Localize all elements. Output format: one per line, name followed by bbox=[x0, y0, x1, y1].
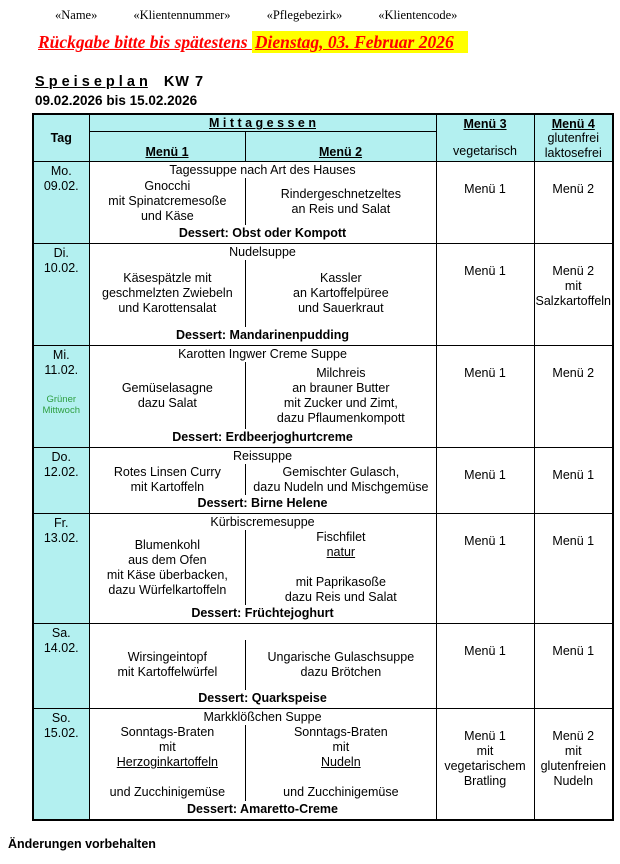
menu-table-body bbox=[33, 162, 613, 820]
table-row bbox=[33, 244, 613, 346]
soup-text: Kürbiscremesuppe bbox=[210, 515, 315, 529]
meals-cell bbox=[89, 709, 436, 820]
menu1-text: Rotes Linsen Curry mit Kartoffeln bbox=[113, 464, 221, 494]
col-header-mittagessen: M i t t a g e s s e n bbox=[89, 114, 436, 132]
day-cell bbox=[33, 709, 89, 820]
menu2-text: Milchreis an brauner Butter mit Zucker und Zimt, dazu Pflaumenkompott bbox=[245, 362, 435, 429]
merge-fields-line bbox=[55, 8, 620, 23]
merge-field-klientennummer: «Klientennummer» bbox=[133, 8, 231, 22]
col-header-menu4-label: Menü 4 bbox=[551, 117, 595, 131]
menu3-cell: Menü 1 bbox=[436, 162, 534, 244]
menu3-cell: Menü 1 bbox=[436, 624, 534, 709]
col-header-menu4 bbox=[534, 114, 613, 162]
menu2-text: Kassler an Kartoffelpüree und Sauerkraut bbox=[245, 260, 435, 327]
menu-table-header bbox=[33, 114, 613, 162]
menu1-text: Wirsingeintopf mit Kartoffelwürfel bbox=[117, 650, 218, 679]
meals-cell bbox=[89, 162, 436, 244]
menu2-text: Sonntags-Braten mit Nudeln und Zucchinigemüse bbox=[245, 725, 435, 801]
meals-cell bbox=[89, 514, 436, 624]
menu2-text: Fischfilet natur mit Paprikasoße dazu Reis und Salat bbox=[245, 530, 435, 605]
page-title: S p e i s e p l a n bbox=[35, 74, 148, 90]
merge-field-name: «Name» bbox=[55, 8, 98, 22]
dessert-text: Dessert: Obst oder Kompott bbox=[178, 226, 347, 240]
menu4-cell: Menü 2 bbox=[534, 346, 613, 448]
table-row bbox=[33, 624, 613, 709]
col-header-menu4-sub1: glutenfrei bbox=[547, 131, 599, 145]
col-header-menu2: Menü 2 bbox=[245, 132, 436, 162]
date-range: 09.02.2026 bis 15.02.2026 bbox=[35, 93, 198, 108]
meals-cell bbox=[89, 346, 436, 448]
day-cell bbox=[33, 244, 89, 346]
menu1-text: Gnocchi mit Spinatcremesoße und Käse bbox=[108, 179, 227, 223]
menu1-text: Käsespätzle mit geschmelzten Zwiebeln und Karottensalat bbox=[102, 271, 233, 315]
col-header-menu1: Menü 1 bbox=[89, 132, 245, 162]
menu2-text: Gemischter Gulasch, dazu Nudeln und Mischgemüse bbox=[245, 464, 435, 495]
menu-table bbox=[32, 113, 614, 821]
day-label: Fr. bbox=[53, 516, 69, 530]
menu4-cell: Menü 2 mit glutenfreien Nudeln bbox=[534, 709, 613, 820]
soup-text: Karotten Ingwer Creme Suppe bbox=[178, 347, 347, 361]
day-date: 15.02. bbox=[43, 726, 79, 740]
day-date: 11.02. bbox=[44, 363, 79, 377]
return-notice-text: Rückgabe bitte bis spätestens bbox=[38, 32, 252, 52]
menu4-cell: Menü 1 bbox=[534, 624, 613, 709]
dessert-text: Dessert: Amaretto-Creme bbox=[187, 801, 338, 816]
meals-cell bbox=[89, 244, 436, 346]
meals-cell bbox=[89, 624, 436, 709]
col-header-menu3-label: Menü 3 bbox=[463, 117, 507, 131]
return-notice-deadline: Dienstag, 03. Februar 2026 bbox=[252, 31, 468, 53]
merge-field-klientencode: «Klientencode» bbox=[378, 8, 458, 22]
table-row bbox=[33, 162, 613, 244]
dessert-text: Dessert: Erdbeerjoghurtcreme bbox=[172, 430, 353, 444]
day-label: Do. bbox=[51, 450, 71, 464]
menu3-cell: Menü 1 bbox=[436, 346, 534, 448]
day-label: Sa. bbox=[51, 626, 71, 640]
table-row bbox=[33, 709, 613, 820]
table-row bbox=[33, 514, 613, 624]
menu1-text: Blumenkohl aus dem Ofen mit Käse überbacken, dazu Würfelkartoffeln bbox=[106, 537, 228, 597]
col-header-menu3-sub: vegetarisch bbox=[453, 144, 517, 158]
dessert-text: Dessert: Birne Helene bbox=[197, 496, 328, 510]
menu1-text: Gemüselasagne dazu Salat bbox=[121, 380, 213, 410]
menu4-cell: Menü 1 bbox=[534, 448, 613, 514]
day-cell bbox=[33, 514, 89, 624]
day-cell bbox=[33, 162, 89, 244]
day-label: Mi. bbox=[52, 348, 70, 362]
day-label: So. bbox=[51, 711, 71, 725]
col-header-menu4-sub2: laktosefrei bbox=[544, 146, 602, 160]
menu3-cell: Menü 1 mit vegetarischem Bratling bbox=[436, 709, 534, 820]
soup-text: Tagessuppe nach Art des Hauses bbox=[169, 163, 356, 177]
day-note: Grüner Mittwoch bbox=[42, 394, 80, 416]
day-date: 14.02. bbox=[43, 641, 79, 655]
meals-cell bbox=[89, 448, 436, 514]
menu3-cell: Menü 1 bbox=[436, 514, 534, 624]
day-date: 10.02. bbox=[43, 261, 79, 275]
table-row bbox=[33, 346, 613, 448]
menu1-text: Sonntags-Braten mit Herzoginkartoffeln und Zucchinigemüse bbox=[109, 725, 226, 800]
soup-text: Markklößchen Suppe bbox=[203, 710, 322, 724]
menu4-cell: Menü 1 bbox=[534, 514, 613, 624]
day-date: 12.02. bbox=[43, 465, 79, 479]
dessert-text: Dessert: Früchtejoghurt bbox=[191, 606, 334, 620]
return-notice bbox=[38, 32, 620, 53]
day-date: 13.02. bbox=[43, 531, 79, 545]
col-header-tag: Tag bbox=[33, 114, 89, 162]
menu4-cell: Menü 2 bbox=[534, 162, 613, 244]
week-number: KW 7 bbox=[163, 74, 205, 90]
dessert-text: Dessert: Mandarinenpudding bbox=[176, 328, 349, 342]
menu2-text: Rindergeschnetzeltes an Reis und Salat bbox=[245, 178, 435, 225]
menu3-cell: Menü 1 bbox=[436, 448, 534, 514]
soup-text bbox=[90, 624, 436, 640]
footer-note: Änderungen vorbehalten bbox=[8, 836, 156, 851]
day-label: Mo. bbox=[50, 164, 72, 178]
table-row bbox=[33, 448, 613, 514]
col-header-menu3 bbox=[436, 114, 534, 162]
day-cell bbox=[33, 346, 89, 448]
merge-field-pflegebezirk: «Pflegebezirk» bbox=[266, 8, 343, 22]
dessert-text: Dessert: Quarkspeise bbox=[198, 691, 327, 705]
day-cell bbox=[33, 624, 89, 709]
page-title-line bbox=[35, 74, 620, 90]
soup-text: Nudelsuppe bbox=[229, 245, 296, 259]
day-date: 09.02. bbox=[43, 179, 79, 193]
menu3-cell: Menü 1 bbox=[436, 244, 534, 346]
menu2-text: Ungarische Gulaschsuppe dazu Brötchen bbox=[245, 640, 435, 690]
day-cell bbox=[33, 448, 89, 514]
menu4-cell: Menü 2 mit Salzkartoffeln bbox=[534, 244, 613, 346]
day-label: Di. bbox=[53, 246, 69, 260]
soup-text: Reissuppe bbox=[232, 449, 293, 463]
